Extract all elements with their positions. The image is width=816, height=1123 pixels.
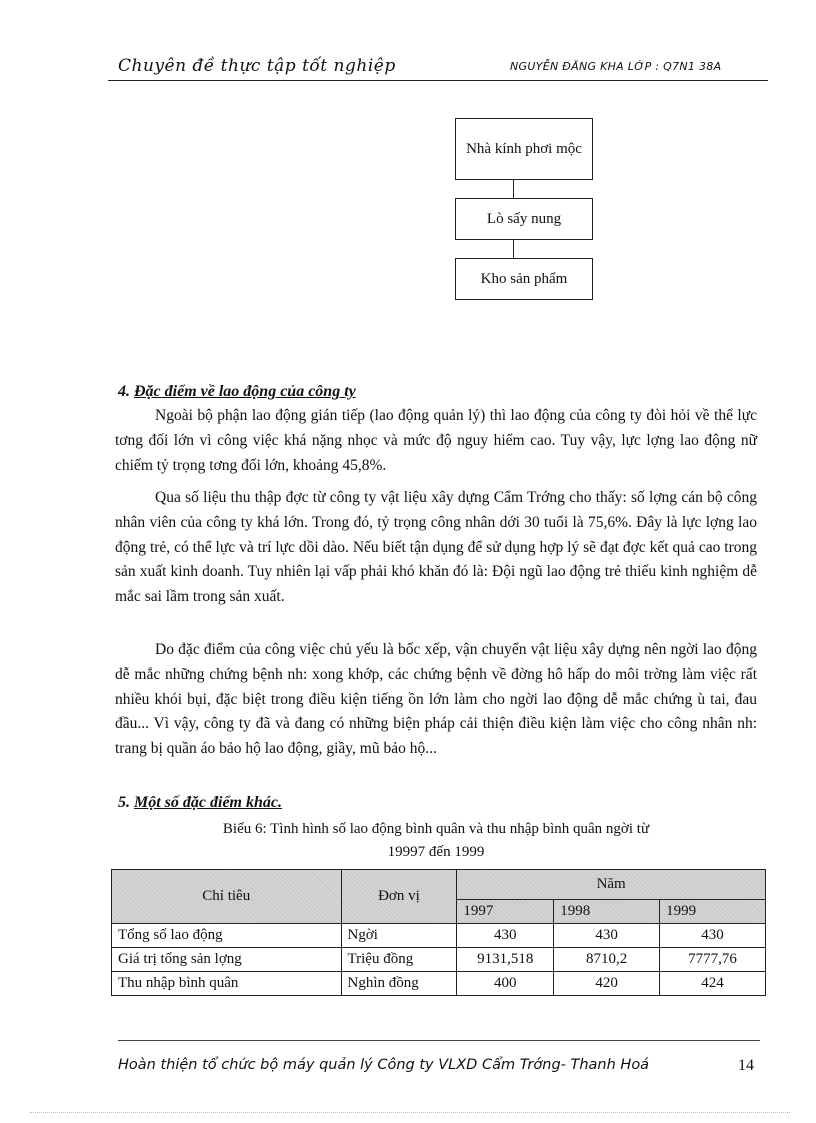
header-year-group: Năm	[457, 870, 766, 900]
section-4-paragraph-3-text: Do đặc điểm của công việc chủ yếu là bốc xếp, vận chuyển vật liệu xây dựng nên ngời lao động dễ mắc những chứng bệnh nh: xong khớp, các chứng bệnh về đờng hô hấp do môi trờng làm việc rất nhiều khói bụi, đặc biệt trong điều kiện tiếng ồn lớn làm cho ngời lao động dễ mắc chứng ù tai, đau đầu... Vì vậy, công ty đã và đang có những biện pháp cải thiện điều kiện làm việc cho công nhân nh: trang bị quần áo bảo hộ lao động, giầy, mũ bảo hộ...	[115, 641, 757, 758]
section-5-heading	[118, 794, 282, 812]
page-bottom-edge	[30, 1112, 790, 1113]
header-divider	[108, 80, 768, 81]
table-caption	[115, 818, 757, 864]
section-4-paragraph-3	[115, 638, 757, 762]
section-4-paragraph-1-text: Ngoài bộ phận lao động gián tiếp (lao động quản lý) thì lao động của công ty đòi hỏi về thể lực tơng đối lớn vì công việc khá nặng nhọc và mức độ nguy hiểm cao. Tuy vậy, lực lợng lao động nữ chiếm tỷ trọng tơng đối lớn, khoảng 45,8%.	[115, 407, 757, 474]
cell-1999: 424	[660, 972, 766, 996]
flow-box-warehouse	[455, 258, 593, 300]
header-unit: Đơn vị	[341, 870, 457, 924]
cell-unit: Ngời	[341, 924, 457, 948]
cell-unit: Nghìn đồng	[341, 972, 457, 996]
section-4-heading	[118, 383, 356, 401]
header-author-class: NGUYỄN ĐĂNG KHA LỚP : Q7N1 38A	[510, 60, 722, 73]
page-number: 14	[738, 1057, 754, 1074]
flow-connector-1	[513, 180, 514, 198]
footer-divider	[118, 1040, 760, 1041]
section-5-number: 5.	[118, 794, 130, 811]
header-year-1999: 1999	[660, 900, 766, 924]
table-row	[112, 948, 766, 972]
table-row	[112, 924, 766, 948]
header-year-1998: 1998	[554, 900, 660, 924]
section-4-title: Đặc điểm về lao động của công ty	[134, 383, 356, 400]
section-4-paragraph-2-text: Qua số liệu thu thập đợc từ công ty vật liệu xây dựng Cẩm Trớng cho thấy: số lợng cán bộ công nhân viên của công ty khá lớn. Trong đó, tỷ trọng công nhân dới 30 tuổi là 75,6%. Đây là lực lợng lao động trẻ, có thể lực và trí lực dồi dào. Nếu biết tận dụng để sử dụng hợp lý sẽ đạt đợc kết quả cao trong sản xuất kinh doanh. Tuy nhiên lại vấp phải khó khăn đó là: Đội ngũ lao động trẻ thiếu kinh nghiệm dễ mắc sai lầm trong sản xuất.	[115, 489, 757, 606]
footer-title: Hoàn thiện tổ chức bộ máy quản lý Công ty VLXD Cẩm Trớng- Thanh Hoá	[118, 1057, 650, 1073]
section-4-number: 4.	[118, 383, 130, 400]
flow-box-kiln-label: Lò sấy nung	[486, 211, 562, 227]
table-row	[112, 972, 766, 996]
table-caption-line-2: 19997 đến 1999	[387, 844, 485, 860]
cell-1997: 9131,518	[457, 948, 554, 972]
header-indicator: Chỉ tiêu	[112, 870, 342, 924]
cell-1998: 430	[554, 924, 660, 948]
cell-indicator: Thu nhập bình quân	[112, 972, 342, 996]
header-year-1997: 1997	[457, 900, 554, 924]
cell-1997: 430	[457, 924, 554, 948]
cell-indicator: Giá trị tổng sản lợng	[112, 948, 342, 972]
cell-indicator: Tổng số lao động	[112, 924, 342, 948]
table-caption-line-1: Biểu 6: Tình hình số lao động bình quân và thu nhập bình quân ngời từ	[222, 821, 650, 837]
flow-box-warehouse-label: Kho sản phẩm	[480, 271, 568, 287]
flow-connector-2	[513, 240, 514, 258]
cell-1998: 8710,2	[554, 948, 660, 972]
flow-box-drying-house	[455, 118, 593, 180]
cell-unit: Triệu đồng	[341, 948, 457, 972]
header-title: Chuyên đề thực tập tốt nghiệp	[118, 56, 396, 76]
cell-1999: 7777,76	[660, 948, 766, 972]
labor-income-table	[111, 869, 766, 996]
cell-1998: 420	[554, 972, 660, 996]
section-5-title: Một số đặc điểm khác.	[134, 794, 282, 811]
flow-box-drying-house-label: Nhà kính phơi mộc	[466, 141, 582, 157]
flow-box-kiln	[455, 198, 593, 240]
cell-1997: 400	[457, 972, 554, 996]
cell-1999: 430	[660, 924, 766, 948]
section-4-paragraph-2	[115, 486, 757, 610]
section-4-paragraph-1	[115, 404, 757, 478]
